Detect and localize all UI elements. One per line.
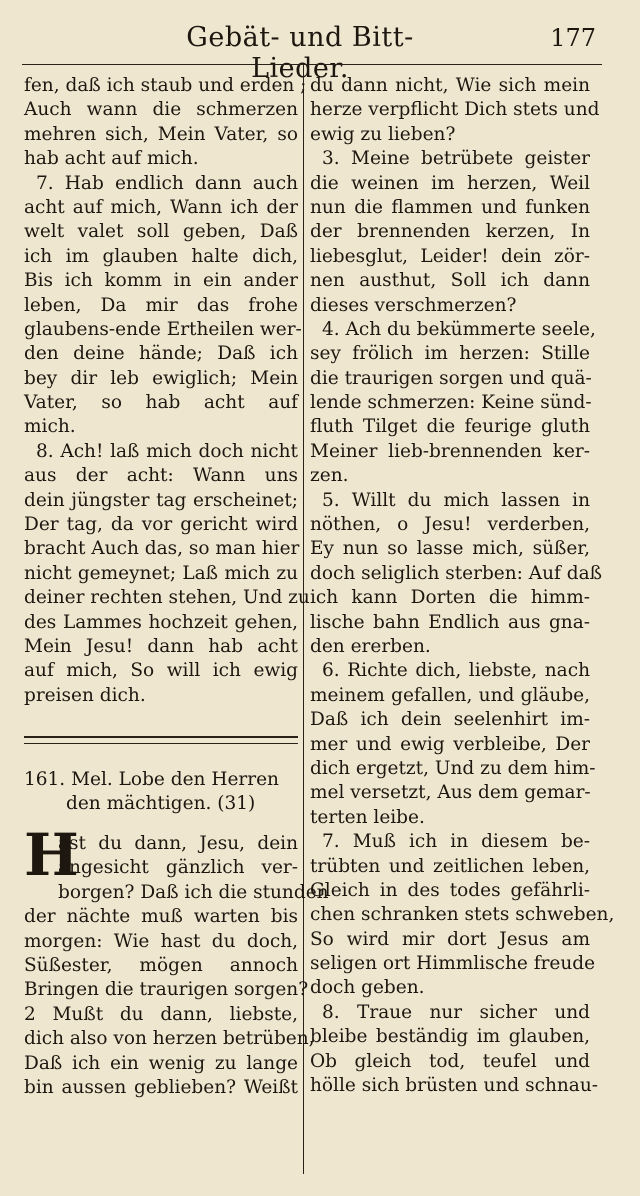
text-line: Ey nun so lasse mich, süßer, xyxy=(310,538,590,560)
text-line: dieses verschmerzen? xyxy=(310,294,517,316)
text-line: bracht Auch das, so man hier xyxy=(24,538,300,560)
text-line: mich. xyxy=(24,416,76,438)
text-line: So wird mir dort Jesus am xyxy=(310,928,590,950)
text-line: welt valet soll geben, Daß xyxy=(24,221,298,243)
text-line: 6. Richte dich, liebste, nach xyxy=(322,660,590,682)
text-line: sey frölich im herzen: Stille xyxy=(310,343,590,365)
text-line: hab acht auf mich. xyxy=(24,148,199,170)
text-line: Daß ich dein seelenhirt im- xyxy=(310,709,590,731)
text-line: preisen dich. xyxy=(24,684,146,706)
text-line: zen. xyxy=(310,465,349,487)
text-line: meinem gefallen, und gläube, xyxy=(310,684,590,706)
right-column xyxy=(310,74,615,1098)
text-line: dein jüngster tag erscheinet; xyxy=(24,489,298,511)
text-line: angesicht gänzlich ver- xyxy=(58,857,298,879)
text-line: 7. Hab endlich dann auch xyxy=(36,172,298,194)
text-line: die weinen im herzen, Weil xyxy=(310,172,590,194)
text-line: der brennenden kerzen, In xyxy=(310,221,590,243)
text-line: herze verpflicht Dich stets und xyxy=(310,99,600,121)
text-line: Ob gleich tod, teufel und xyxy=(310,1050,590,1072)
text-line: chen schranken stets schweben, xyxy=(310,904,615,926)
text-line: bleibe beständig im glauben, xyxy=(310,1026,590,1048)
text-line: Bringen die traurigen sorgen? xyxy=(24,979,309,1001)
text-line: fen, daß ich staub und erden ; xyxy=(24,75,307,96)
text-line: 5. Willt du mich lassen in xyxy=(322,489,590,511)
text-line: ewig zu lieben? xyxy=(310,123,456,145)
text-line: 8. Traue nur sicher und xyxy=(322,1001,590,1023)
text-line: ich im glauben halte dich, xyxy=(24,245,298,267)
drop-cap-letter: H xyxy=(24,821,79,889)
text-line: dich ergetzt, Und zu dem him- xyxy=(310,757,596,779)
text-line: Meiner lieb-brennenden ker- xyxy=(310,440,590,462)
text-line: 8. Ach! laß mich doch nicht xyxy=(36,440,298,462)
text-line: doch seliglich sterben: Auf daß xyxy=(310,562,603,584)
running-head-title: Gebät- und Bitt-Lieder. xyxy=(186,22,414,84)
text-line: nicht gemeynet; Laß mich zu xyxy=(24,562,298,584)
text-line: nun die flammen und funken xyxy=(310,196,590,218)
text-line: lische bahn Endlich aus gna- xyxy=(310,611,590,633)
text-line: mel versetzt, Aus dem gemar- xyxy=(310,782,591,804)
text-line: dich also von herzen betrüben, xyxy=(24,1028,315,1050)
text-line: ich kann Dorten die himm- xyxy=(310,587,590,609)
text-line: die traurigen sorgen und quä- xyxy=(310,367,592,389)
section-divider-rule xyxy=(24,736,298,744)
column-divider xyxy=(303,64,304,1174)
text-line: nen austhut, Soll ich dann xyxy=(310,270,590,292)
text-line: bey dir leb ewiglich; Mein xyxy=(24,367,298,389)
text-line: des Lammes hochzeit gehen, xyxy=(24,611,298,633)
text-line: deiner rechten stehen, Und zu xyxy=(24,587,310,609)
text-line: Daß ich ein wenig zu lange xyxy=(24,1052,298,1074)
text-line: nöthen, o Jesu! verderben, xyxy=(310,514,590,536)
text-line: hölle sich brüsten und schnau- xyxy=(310,1075,598,1097)
text-line: 4. Ach du bekümmerte seele, xyxy=(322,318,596,340)
text-line: borgen? Daß ich die stunden xyxy=(58,881,329,903)
hymn-number-melody: 161. Mel. Lobe den Herren xyxy=(24,769,279,790)
text-line: ast du dann, Jesu, dein xyxy=(58,833,298,854)
hymn-melody-continued: den mächtigen. (31) xyxy=(66,793,256,815)
text-line: 7. Muß ich in diesem be- xyxy=(322,831,590,853)
page-number: 177 xyxy=(550,24,596,52)
text-line: leben, Da mir das frohe xyxy=(24,294,298,316)
text-line: du dann nicht, Wie sich mein xyxy=(310,75,590,96)
text-line: mer und ewig verbleibe, Der xyxy=(310,733,590,755)
text-line: auf mich, So will ich ewig xyxy=(24,660,298,682)
text-line: morgen: Wie hast du doch, xyxy=(24,930,298,952)
text-line: acht auf mich, Wann ich der xyxy=(24,196,298,218)
text-line: den ererben. xyxy=(310,635,431,657)
text-line: Gleich in des todes gefährli- xyxy=(310,879,590,901)
text-line: trübten und zeitlichen leben, xyxy=(310,855,590,877)
text-line: lende schmerzen: Keine sünd- xyxy=(310,392,592,414)
text-line: Vater, so hab acht auf xyxy=(24,392,298,414)
hymn-161-body xyxy=(24,821,329,1100)
text-line: Der tag, da vor gericht wird xyxy=(24,514,298,536)
text-line: liebesglut, Leider! dein zör- xyxy=(310,245,590,267)
text-line: Bis ich komm in ein ander xyxy=(24,270,298,292)
text-line: mehren sich, Mein Vater, so xyxy=(24,123,298,145)
header-rule xyxy=(22,64,602,65)
text-line: der nächte muß warten bis xyxy=(24,906,298,928)
text-line: terten leibe. xyxy=(310,806,425,828)
text-line: Auch wann die schmerzen xyxy=(24,99,298,121)
text-line: bin aussen geblieben? Weißt xyxy=(24,1076,298,1098)
text-line: seligen ort Himmlische freude xyxy=(310,953,596,975)
hymn-161-heading xyxy=(24,768,298,817)
text-line: den deine hände; Daß ich xyxy=(24,343,298,365)
text-line: glaubens-ende Ertheilen wer- xyxy=(24,318,302,340)
text-line: aus der acht: Wann uns xyxy=(24,465,298,487)
left-column xyxy=(24,74,310,708)
text-line: fluth Tilget die feurige gluth xyxy=(310,416,590,438)
text-line: Süßester, mögen annoch xyxy=(24,954,298,976)
text-line: doch geben. xyxy=(310,977,425,999)
text-line: Mein Jesu! dann hab acht xyxy=(24,635,298,657)
text-line: 3. Meine betrübete geister xyxy=(322,148,590,170)
text-line: 2 Mußt du dann, liebste, xyxy=(24,1003,298,1025)
